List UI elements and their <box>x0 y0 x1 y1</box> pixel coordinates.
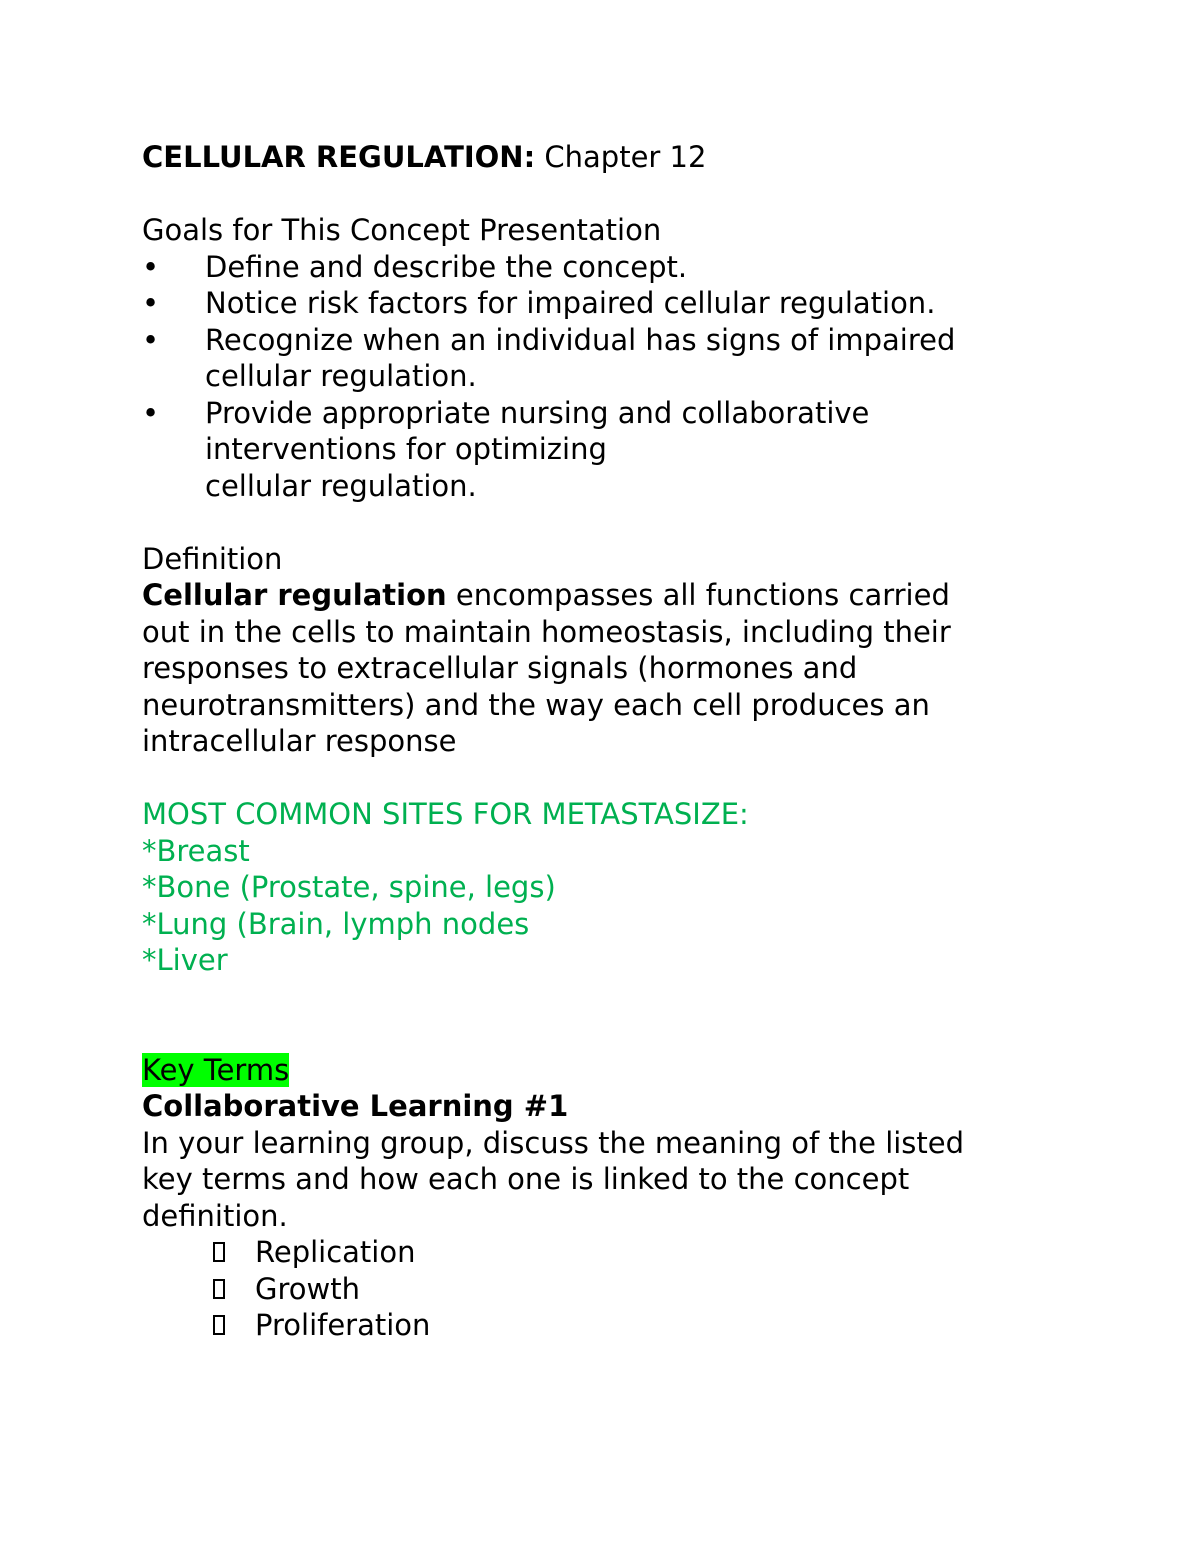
instructions-line: In your learning group, discuss the meaning of the listed <box>142 1125 965 1160</box>
key-term-item <box>142 1234 1142 1271</box>
goals-heading: Goals for This Concept Presentation <box>142 213 662 247</box>
definition-text: encompasses all functions carried <box>446 578 950 612</box>
key-terms-list <box>142 1234 1142 1344</box>
key-term-label: Growth <box>255 1271 360 1306</box>
goal-line: Notice risk factors for impaired cellular regulation. <box>205 286 936 320</box>
goal-item <box>142 249 1105 286</box>
goal-item <box>142 285 1105 322</box>
title-rest: Chapter 12 <box>535 140 707 174</box>
goals-list <box>142 249 1142 505</box>
definition-heading: Definition <box>142 541 283 576</box>
definition-line: intracellular response <box>142 724 457 758</box>
goal-line: Recognize when an individual has signs of impaired <box>205 322 956 357</box>
checkbox-glyph-icon <box>213 1315 225 1335</box>
document-page <box>142 139 1142 1344</box>
key-term-item <box>142 1307 1142 1344</box>
goal-line: Define and describe the concept. <box>205 249 688 284</box>
definition-line: neurotransmitters) and the way each cell produces an <box>142 687 930 722</box>
checkbox-glyph-icon <box>213 1279 225 1299</box>
goal-item <box>142 322 1105 395</box>
instructions-line: key terms and how each one is linked to the concept <box>142 1162 910 1196</box>
key-term-label: Replication <box>255 1235 416 1269</box>
goal-line: Provide appropriate nursing and collaborative <box>205 395 870 430</box>
spacer <box>142 760 1142 797</box>
spacer <box>142 979 1142 1052</box>
key-term-item <box>142 1271 1142 1308</box>
activity-title: Collaborative Learning #1 <box>142 1089 569 1123</box>
definition-line: out in the cells to maintain homeostasis, including their <box>142 614 951 649</box>
goal-item <box>142 395 1105 505</box>
key-terms-line <box>142 1052 1142 1089</box>
checkbox-glyph-icon <box>213 1242 225 1262</box>
spacer <box>142 176 1142 213</box>
goal-line: cellular regulation. <box>205 359 477 393</box>
definition-line: responses to extracellular signals (hormones and <box>142 651 858 685</box>
title-bold: CELLULAR REGULATION: <box>142 140 536 174</box>
bullet-icon: • <box>142 249 160 284</box>
metastasis-item: *Bone (Prostate, spine, legs) <box>142 870 556 904</box>
goal-line: cellular regulation. <box>205 468 477 503</box>
metastasis-item: *Liver <box>142 943 228 977</box>
bullet-icon: • <box>142 286 160 320</box>
definition-term: Cellular regulation <box>142 578 447 612</box>
key-terms-label: Key Terms <box>142 1052 290 1087</box>
definition-line <box>142 577 1142 614</box>
metastasis-item: *Breast <box>142 833 250 868</box>
spacer <box>142 504 1142 541</box>
instructions-line: definition. <box>142 1198 288 1233</box>
goal-line: interventions for optimizing <box>205 432 607 466</box>
key-term-label: Proliferation <box>255 1308 431 1342</box>
bullet-icon: • <box>142 395 160 430</box>
bullet-icon: • <box>142 322 160 357</box>
page-title <box>142 139 1142 176</box>
metastasis-heading: MOST COMMON SITES FOR METASTASIZE: <box>142 797 749 831</box>
metastasis-item: *Lung (Brain, lymph nodes <box>142 906 530 941</box>
